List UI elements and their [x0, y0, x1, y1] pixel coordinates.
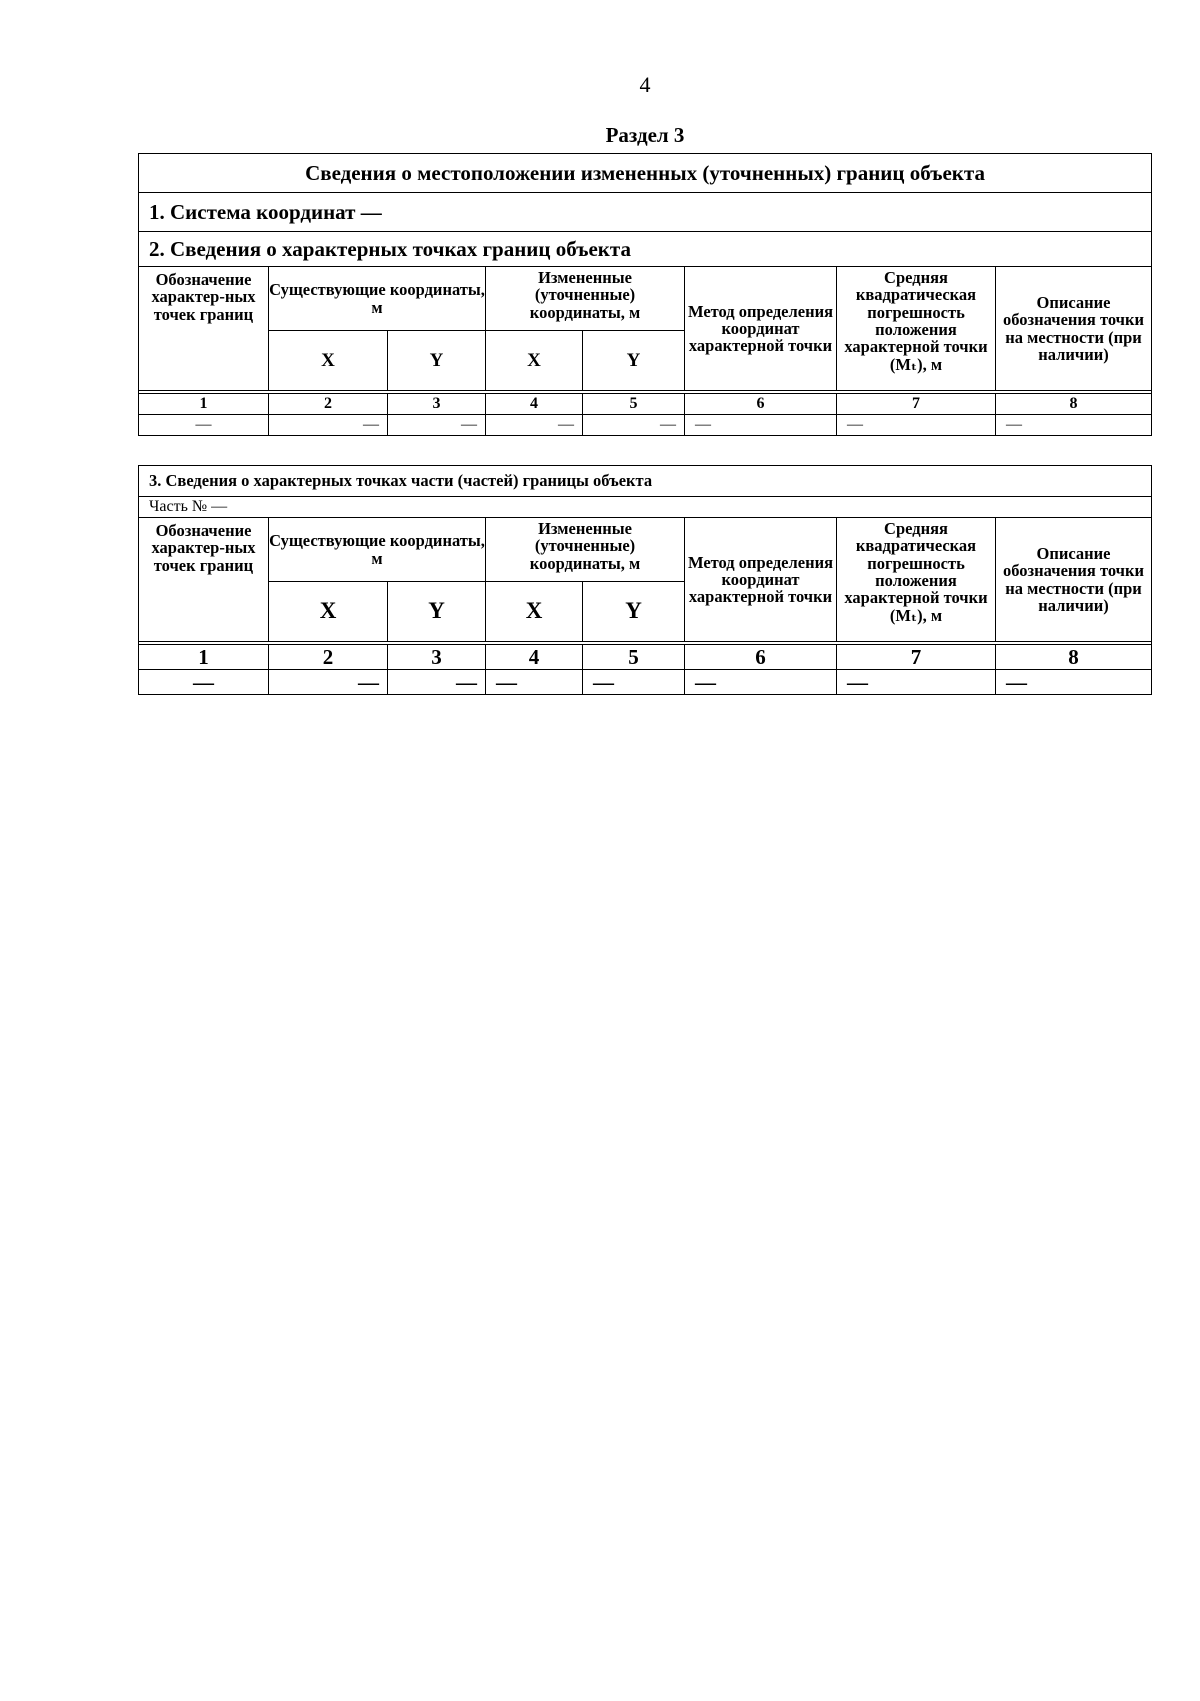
table-cell: —	[139, 670, 269, 695]
column-numbers-row	[139, 394, 1152, 415]
column-number: 8	[996, 645, 1152, 670]
part-boundary-points-table	[138, 465, 1152, 695]
table-cell: —	[996, 670, 1152, 695]
column-number: 8	[996, 394, 1152, 415]
column-number: 4	[486, 394, 583, 415]
column-number: 6	[685, 645, 837, 670]
column-number: 1	[139, 645, 269, 670]
header-point-designation: Обозначение характер-ных точек границ	[139, 518, 269, 642]
table-cell: —	[996, 415, 1152, 436]
header-changed-x: X	[486, 331, 583, 391]
header-changed-coords: Измененные (уточненные) координаты, м	[486, 267, 685, 331]
header-description: Описание обозначения точки на местности (при наличии)	[996, 518, 1152, 642]
column-number: 2	[269, 394, 388, 415]
column-number: 1	[139, 394, 269, 415]
header-method: Метод определения координат характерной точки	[685, 518, 837, 642]
table-cell: —	[388, 415, 486, 436]
column-number: 7	[837, 645, 996, 670]
header-existing-y: Y	[388, 331, 486, 391]
section-title: Раздел 3	[605, 123, 685, 147]
table-cell: —	[583, 415, 685, 436]
header-mean-error: Средняя квадратическая погрешность положения характерной точки (Mₜ), м	[837, 518, 996, 642]
table-cell: —	[486, 415, 583, 436]
header-method: Метод определения координат характерной точки	[685, 267, 837, 391]
header-changed-y: Y	[583, 331, 685, 391]
table-cell: —	[837, 670, 996, 695]
table-cell: —	[269, 415, 388, 436]
header-existing-coords: Существующие координаты, м	[269, 267, 486, 331]
page-number: 4	[639, 72, 651, 97]
header-changed-coords: Измененные (уточненные) координаты, м	[486, 518, 685, 582]
header-existing-y: Y	[388, 582, 486, 642]
header-changed-y: Y	[583, 582, 685, 642]
header-point-designation: Обозначение характер-ных точек границ	[139, 267, 269, 391]
column-number: 7	[837, 394, 996, 415]
header-mean-error: Средняя квадратическая погрешность положения характерной точки (Mₜ), м	[837, 267, 996, 391]
table-cell: —	[685, 415, 837, 436]
column-number: 5	[583, 394, 685, 415]
table-row	[139, 670, 1152, 695]
table-title: Сведения о местоположении измененных (уточненных) границ объекта	[139, 154, 1152, 193]
table-cell: —	[269, 670, 388, 695]
column-number: 2	[269, 645, 388, 670]
table-cell: —	[685, 670, 837, 695]
header-description: Описание обозначения точки на местности (при наличии)	[996, 267, 1152, 391]
column-number: 5	[583, 645, 685, 670]
part-number: Часть № —	[139, 497, 1152, 518]
column-numbers-row	[139, 645, 1152, 670]
column-number: 3	[388, 394, 486, 415]
table-cell: —	[139, 415, 269, 436]
table-cell: —	[486, 670, 583, 695]
coordinate-system: 1. Система координат —	[139, 193, 1152, 232]
column-number: 4	[486, 645, 583, 670]
part-section-title: 3. Сведения о характерных точках части (частей) границы объекта	[139, 466, 1152, 497]
header-existing-x: X	[269, 582, 388, 642]
table-cell: —	[583, 670, 685, 695]
header-existing-x: X	[269, 331, 388, 391]
boundary-points-table	[138, 153, 1152, 436]
header-changed-x: X	[486, 582, 583, 642]
column-number: 6	[685, 394, 837, 415]
points-section-title: 2. Сведения о характерных точках границ объекта	[139, 232, 1152, 267]
column-number: 3	[388, 645, 486, 670]
table-row	[139, 415, 1152, 436]
table-cell: —	[837, 415, 996, 436]
table-cell: —	[388, 670, 486, 695]
header-existing-coords: Существующие координаты, м	[269, 518, 486, 582]
